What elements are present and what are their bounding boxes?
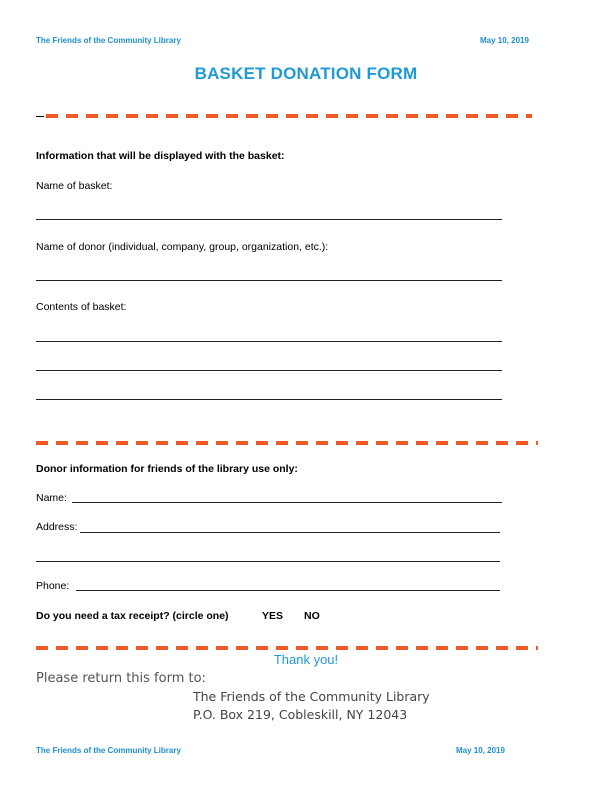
donor-name-field-line[interactable] [72, 502, 502, 503]
return-address-line1: The Friends of the Community Library [193, 689, 430, 704]
header-date: May 10, 2019 [480, 36, 529, 45]
donor-name-field-label: Name: [36, 492, 67, 504]
section2-heading: Donor information for friends of the library use only: [36, 463, 298, 475]
tax-question: Do you need a tax receipt? (circle one) [36, 610, 229, 622]
footer-date: May 10, 2019 [456, 746, 505, 755]
section1-heading: Information that will be displayed with the basket: [36, 150, 285, 162]
phone-line[interactable] [76, 590, 500, 591]
address-line-1[interactable] [80, 532, 500, 533]
header-org: The Friends of the Community Library [36, 36, 181, 45]
footer-org: The Friends of the Community Library [36, 746, 181, 755]
return-instructions: Please return this form to: [36, 671, 206, 686]
tax-no-option[interactable]: NO [304, 610, 320, 622]
basket-name-label: Name of basket: [36, 180, 113, 192]
return-address-line2: P.O. Box 219, Cobleskill, NY 12043 [193, 707, 408, 722]
contents-line-1[interactable] [36, 341, 502, 342]
contents-label: Contents of basket: [36, 301, 127, 313]
address-line-2[interactable] [36, 561, 500, 562]
divider-stub [36, 116, 44, 117]
contents-line-2[interactable] [36, 370, 502, 371]
tax-yes-option[interactable]: YES [262, 610, 284, 622]
address-label: Address: [36, 521, 78, 533]
divider-dashed-middle [36, 441, 538, 445]
contents-line-3[interactable] [36, 399, 502, 400]
phone-label: Phone: [36, 580, 70, 592]
divider-dashed-bottom [36, 646, 538, 650]
donor-name-label: Name of donor (individual, company, group, organization, etc.): [36, 241, 329, 253]
form-title: BASKET DONATION FORM [194, 64, 418, 83]
thank-you-text: Thank you! [273, 652, 339, 667]
donor-name-line[interactable] [36, 280, 502, 281]
divider-dashed-top [46, 114, 532, 118]
basket-name-line[interactable] [36, 219, 502, 220]
